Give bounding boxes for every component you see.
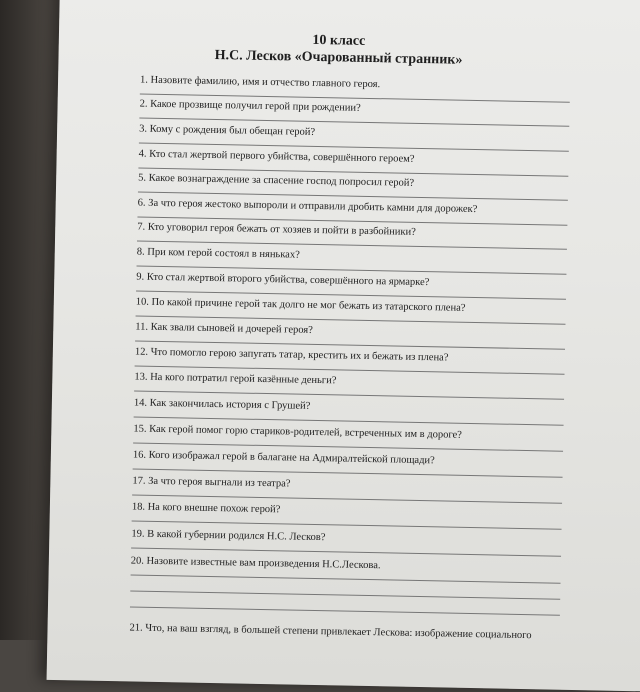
question-16 [133,448,603,470]
question-number: 2. [139,98,148,110]
question-number: 6. [137,197,146,209]
question-number: 17. [132,475,146,487]
question-20 [131,554,601,576]
question-15 [133,422,603,444]
question-18 [132,500,602,522]
answer-line [131,574,561,583]
question-text: Как звали сыновей и дочерей героя? [150,321,313,336]
question-number: 18. [131,501,146,513]
question-text: Как закончилась история с Грушей? [149,397,311,412]
answer-line [130,606,560,615]
worksheet-page [47,0,640,692]
question-19 [131,527,601,549]
question-text: Какое вознаграждение за спасение господ попросил герой? [148,172,415,189]
question-text: Кому с рождения был обещан герой? [149,123,316,138]
question-text: Как герой помог горю стариков-родителей, встреченных им в дороге? [149,423,462,441]
question-number: 12. [134,346,149,358]
question-number: 16. [132,449,147,461]
question-21 [129,621,599,643]
question-number: 14. [133,397,148,409]
question-text: По какой причине герой так долго не мог бежать из татарского плена? [151,296,466,314]
question-number: 9. [136,271,145,283]
question-number: 21. [129,622,143,634]
question-text: На кого внешне похож герой? [147,501,281,516]
question-text: За что героя выгнали из театра? [148,475,291,490]
question-number: 8. [136,246,145,258]
question-number: 1. [139,74,149,86]
question-text: Кто уговорил героя бежать от хозяев и пойти в разбойники? [147,221,416,238]
answer-line [130,590,560,599]
question-text: Кто стал жертвой первого убийства, совершённого героем? [149,148,415,165]
question-text: Кто стал жертвой второго убийства, совершённого на ярмарке? [146,271,430,289]
question-text: За что героя жестоко выпороли и отправили дробить камни для дорожек? [148,197,478,216]
question-text: Назовите известные вам произведения Н.С.Лескова. [146,555,381,572]
question-17 [132,474,602,496]
question-number: 20. [130,555,145,567]
question-text: В какой губернии родился Н.С. Лесков? [147,528,326,544]
question-number: 3. [139,123,148,135]
question-number: 5. [138,172,147,184]
question-number: 4. [138,148,147,160]
question-text: Назовите фамилию, имя и отчество главного героя. [150,74,381,91]
question-number: 15. [133,423,147,435]
question-number: 11. [135,321,149,333]
question-text: Кого изображал герой в балагане на Адмиралтейской площади? [148,449,435,467]
question-number: 10. [135,296,150,308]
question-number: 19. [131,528,145,540]
worksheet-title: Н.С. Лесков «Очарованный странник» [214,47,463,68]
question-number: 7. [137,221,146,233]
question-text: Какое прозвище получил герой при рождении? [150,98,361,114]
question-text: При ком герой состоял в няньках? [147,246,300,261]
question-number: 13. [134,371,148,383]
question-14 [134,396,604,418]
question-text: На кого потратил герой казённые деньги? [150,371,337,387]
question-1 [140,74,610,96]
grade-heading: 10 класс [312,32,366,49]
question-text: Что помогло герою запугать татар, крестить их и бежать из плена? [150,346,449,364]
question-text: Что, на ваш взгляд, в большей степени привлекает Лескова: изображение социального [145,622,532,642]
